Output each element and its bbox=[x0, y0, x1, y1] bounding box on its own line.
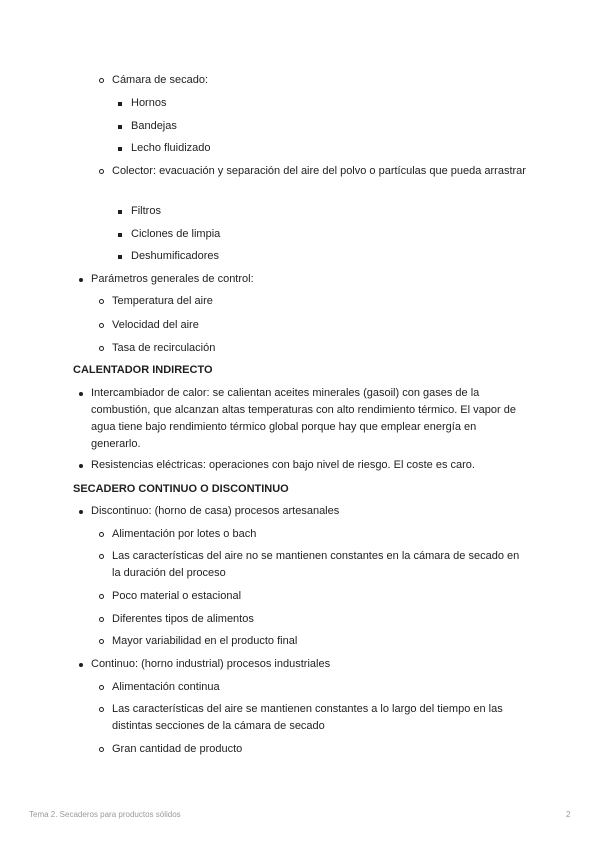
disc-bullet-icon bbox=[79, 663, 83, 667]
list-item-text: Las características del aire se mantienen constantes a lo largo del tiempo en las distintas secciones de la cámara de secado bbox=[112, 703, 503, 732]
list-item bbox=[112, 701, 532, 735]
circle-bullet-icon bbox=[99, 532, 104, 537]
circle-bullet-icon bbox=[99, 346, 104, 351]
list-item-text: Deshumificadores bbox=[131, 250, 220, 262]
circle-bullet-icon bbox=[99, 323, 104, 328]
list-item-text: Velocidad del aire bbox=[112, 319, 199, 331]
list-item bbox=[91, 656, 531, 673]
square-bullet-icon bbox=[118, 233, 122, 237]
list-item-text: Alimentación continua bbox=[112, 681, 220, 693]
list-item bbox=[91, 503, 531, 520]
list-item bbox=[112, 72, 532, 89]
list-item-text: Alimentación por lotes o bach bbox=[112, 528, 257, 540]
list-item-text: Gran cantidad de producto bbox=[112, 743, 243, 755]
square-bullet-icon bbox=[118, 210, 122, 214]
list-item bbox=[112, 611, 532, 628]
list-item bbox=[91, 271, 531, 288]
circle-bullet-icon bbox=[99, 747, 104, 752]
circle-bullet-icon bbox=[99, 617, 104, 622]
circle-bullet-icon bbox=[99, 554, 104, 559]
list-item-text: Colector: evacuación y separación del aire del polvo o partículas que pueda arrastrar bbox=[112, 165, 526, 177]
list-item bbox=[112, 293, 532, 310]
list-item-text: Intercambiador de calor: se calientan aceites minerales (gasoil) con gases de la combustión, que alcanzan altas temperaturas con alto rendimiento térmico. El vapor de agua tiene bajo rendimiento térmico global porque hay que emplear energía en generarlo. bbox=[91, 387, 516, 450]
list-item-text: Parámetros generales de control: bbox=[91, 273, 254, 285]
circle-bullet-icon bbox=[99, 594, 104, 599]
square-bullet-icon bbox=[118, 102, 122, 106]
disc-bullet-icon bbox=[79, 510, 83, 514]
list-item bbox=[112, 340, 532, 357]
list-item-text: Hornos bbox=[131, 97, 167, 109]
list-item bbox=[112, 679, 532, 696]
list-item bbox=[91, 457, 531, 474]
circle-bullet-icon bbox=[99, 299, 104, 304]
disc-bullet-icon bbox=[79, 464, 83, 468]
circle-bullet-icon bbox=[99, 78, 104, 83]
list-item bbox=[112, 633, 532, 650]
list-item-text: Mayor variabilidad en el producto final bbox=[112, 635, 298, 647]
list-item bbox=[131, 226, 531, 243]
list-item-text: Lecho fluidizado bbox=[131, 142, 211, 154]
page-number: 2 bbox=[566, 810, 571, 819]
list-item-text: Tasa de recirculación bbox=[112, 342, 216, 354]
list-item bbox=[131, 203, 531, 220]
list-item bbox=[112, 317, 532, 334]
list-item-text: Filtros bbox=[131, 205, 161, 217]
list-item-text: Ciclones de limpia bbox=[131, 228, 221, 240]
list-item bbox=[131, 118, 531, 135]
disc-bullet-icon bbox=[79, 392, 83, 396]
square-bullet-icon bbox=[118, 125, 122, 129]
list-item bbox=[91, 385, 526, 453]
list-item bbox=[131, 140, 531, 157]
square-bullet-icon bbox=[118, 147, 122, 151]
list-item bbox=[112, 526, 532, 543]
list-item-text: Poco material o estacional bbox=[112, 590, 242, 602]
circle-bullet-icon bbox=[99, 169, 104, 174]
section-heading: SECADERO CONTINUO O DISCONTINUO bbox=[73, 483, 289, 495]
list-item-text: Bandejas bbox=[131, 120, 177, 132]
circle-bullet-icon bbox=[99, 685, 104, 690]
list-item bbox=[112, 163, 527, 180]
list-item-text: Resistencias eléctricas: operaciones con bajo nivel de riesgo. El coste es caro. bbox=[91, 459, 475, 471]
list-item bbox=[112, 741, 532, 758]
list-item-text: Continuo: (horno industrial) procesos industriales bbox=[91, 658, 331, 670]
list-item-text: Temperatura del aire bbox=[112, 295, 213, 307]
list-item-text: Cámara de secado: bbox=[112, 74, 208, 86]
list-item bbox=[131, 95, 531, 112]
circle-bullet-icon bbox=[99, 707, 104, 712]
list-item bbox=[112, 548, 527, 582]
footer-title: Tema 2. Secaderos para productos sólidos bbox=[29, 810, 181, 819]
circle-bullet-icon bbox=[99, 639, 104, 644]
section-heading: CALENTADOR INDIRECTO bbox=[73, 364, 213, 376]
disc-bullet-icon bbox=[79, 278, 83, 282]
list-item bbox=[131, 248, 531, 265]
square-bullet-icon bbox=[118, 255, 122, 259]
list-item-text: Diferentes tipos de alimentos bbox=[112, 613, 254, 625]
list-item-text: Las características del aire no se mantienen constantes en la cámara de secado en la duración del proceso bbox=[112, 550, 520, 579]
list-item bbox=[112, 588, 532, 605]
list-item-text: Discontinuo: (horno de casa) procesos artesanales bbox=[91, 505, 340, 517]
